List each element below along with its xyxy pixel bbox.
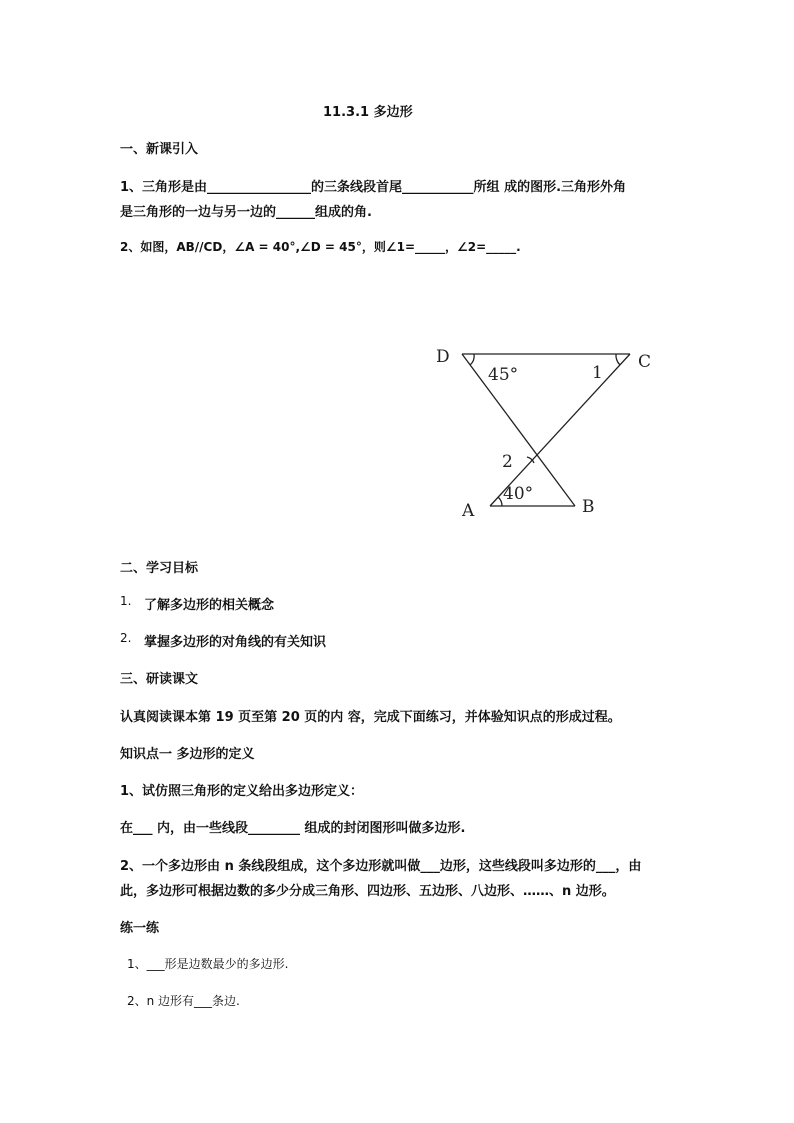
label-angle-d: 45°	[488, 365, 519, 385]
polygon-question-line2: 此，多边形可根据边数的多少分成三角形、四边形、五边形、八边形、……、n 边形。	[120, 884, 615, 899]
goal-1-number: 1.	[120, 594, 132, 608]
knowledge-point-1: 知识点一 多边形的定义	[120, 747, 255, 762]
definition-question: 1、试仿照三角形的定义给出多边形定义：	[120, 784, 364, 799]
practice-item-2: 2、n 边形有___条边.	[127, 994, 240, 1008]
reading-instruction: 认真阅读课本第 19 页至第 20 页的内 容，完成下面练习，并体验知识点的形成过程。	[120, 710, 621, 725]
geometry-figure	[430, 340, 660, 525]
label-d: D	[436, 347, 450, 367]
label-c: C	[638, 352, 652, 372]
goal-2: 掌握多边形的对角线的有关知识	[144, 635, 327, 650]
goal-1: 了解多边形的相关概念	[144, 598, 275, 613]
section1-q2: 2、如图，AB//CD，∠A = 40°,∠D = 45°，则∠1=_____，∠2=_____.	[120, 240, 521, 254]
section1-q1-line2: 是三角形的一边与另一边的______组成的角.	[120, 205, 372, 220]
label-a: A	[462, 501, 475, 521]
arc-angle-c	[616, 354, 620, 365]
section2-heading: 二、学习目标	[120, 561, 199, 576]
page-title: 11.3.1 多边形	[323, 105, 413, 120]
practice-heading: 练一练	[120, 921, 160, 936]
definition-blank: 在___ 内，由一些线段________ 组成的封闭图形叫做多边形.	[120, 821, 466, 836]
practice-item-1: 1、___形是边数最少的多边形.	[127, 957, 289, 971]
label-angle-1: 1	[592, 363, 603, 383]
arc-angle-d	[470, 354, 474, 365]
section1-q1-line1: 1、三角形是由________________的三条线段首尾___________所组 成的图形.三角形外角	[120, 180, 627, 195]
label-angle-a: 40°	[503, 484, 534, 504]
section3-heading: 三、研读课文	[120, 672, 199, 687]
section1-heading: 一、新课引入	[120, 142, 199, 157]
label-b: B	[582, 497, 595, 517]
goal-2-number: 2.	[120, 631, 132, 645]
polygon-question-line1: 2、一个多边形由 n 条线段组成，这个多边形就叫做___边形，这些线段叫多边形的___，由	[120, 859, 642, 874]
label-angle-2: 2	[502, 452, 513, 472]
arc-angle-a	[498, 497, 502, 506]
